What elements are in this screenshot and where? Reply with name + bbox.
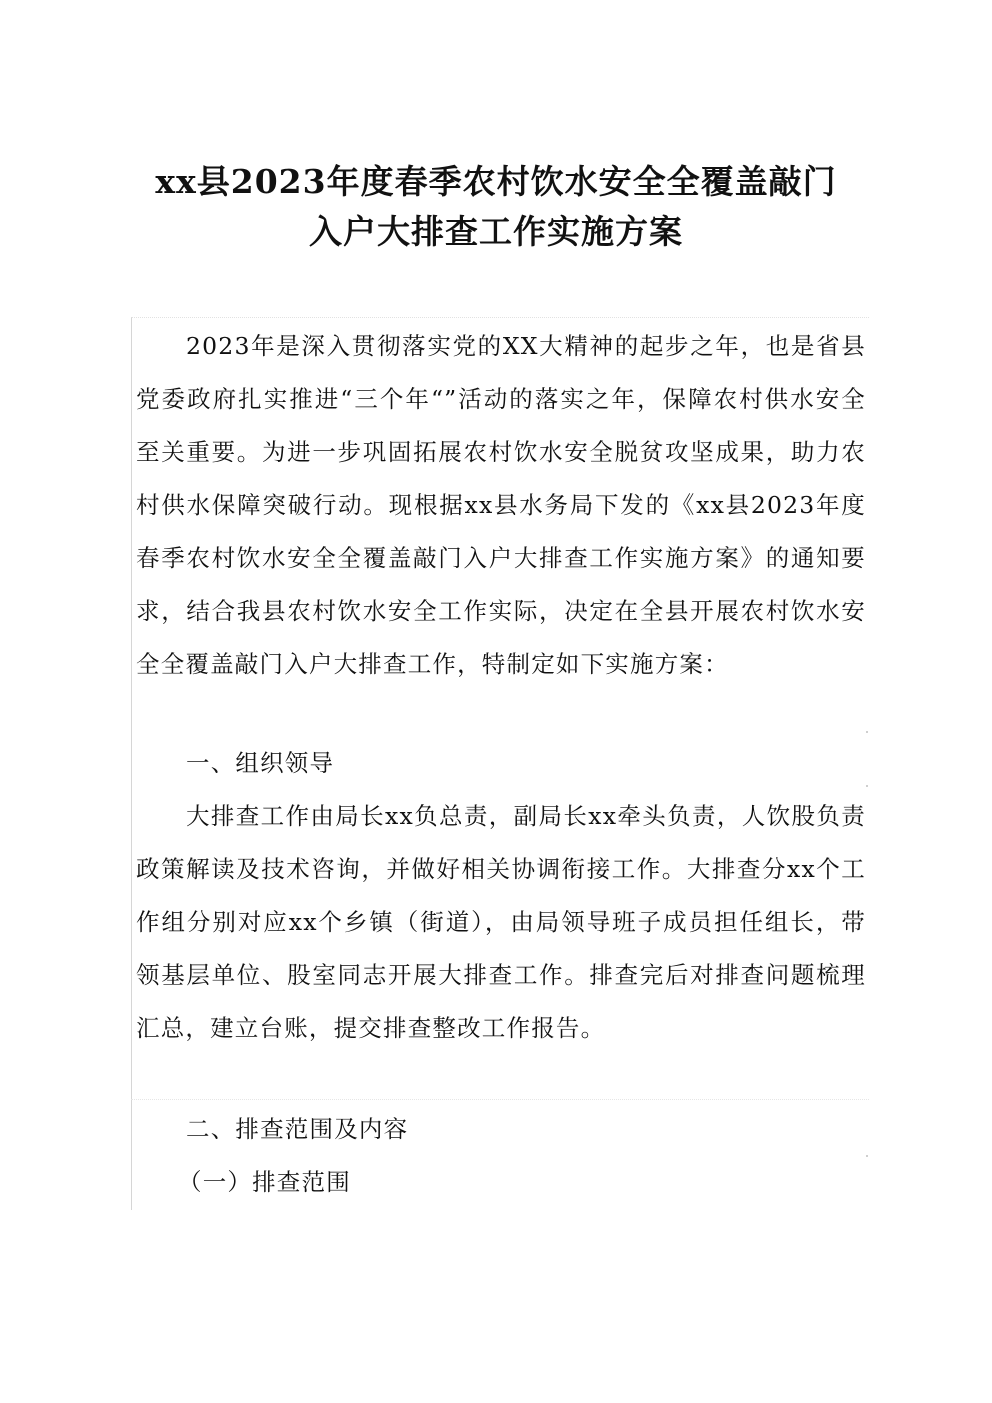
margin-mark xyxy=(866,785,868,787)
section-heading-scope: 二、排查范围及内容 xyxy=(186,1115,409,1143)
section-heading-organization: 一、组织领导 xyxy=(186,749,335,777)
document-title-line-2: 入户大排查工作实施方案 xyxy=(309,212,683,251)
margin-mark xyxy=(866,1155,868,1157)
intro-paragraph: 2023年是深入贯彻落实党的XX大精神的起步之年，也是省县党委政府扎实推进“三个年“”活动的落实之年，保障农村供水安全至关重要。为进一步巩固拓展农村饮水安全脱贫攻坚成果，助力农村供水保障突破行动。现根据xx县水务局下发的《xx县2023年度春季农村饮水安全全覆盖敲门入户大排查工作实施方案》的通知要求，结合我县农村饮水安全工作实际，决定在全县开展农村饮水安全全覆盖敲门入户大排查工作，特制定如下实施方案： xyxy=(136,332,866,678)
section-divider xyxy=(131,1099,869,1100)
subsection-heading-scope: （一）排查范围 xyxy=(178,1168,351,1196)
margin-mark xyxy=(866,731,868,733)
organization-paragraph: 大排查工作由局长xx负总责，副局长xx牵头负责，人饮股负责政策解读及技术咨询，并做好相关协调衔接工作。大排查分xx个工作组分别对应xx个乡镇（街道），由局领导班子成员担任组长，带领基层单位、股室同志开展大排查工作。排查完后对排查问题梳理汇总，建立台账，提交排查整改工作报告。 xyxy=(136,802,866,1042)
document-title-line-1: xx县2023年度春季农村饮水安全全覆盖敲门 xyxy=(155,162,837,201)
